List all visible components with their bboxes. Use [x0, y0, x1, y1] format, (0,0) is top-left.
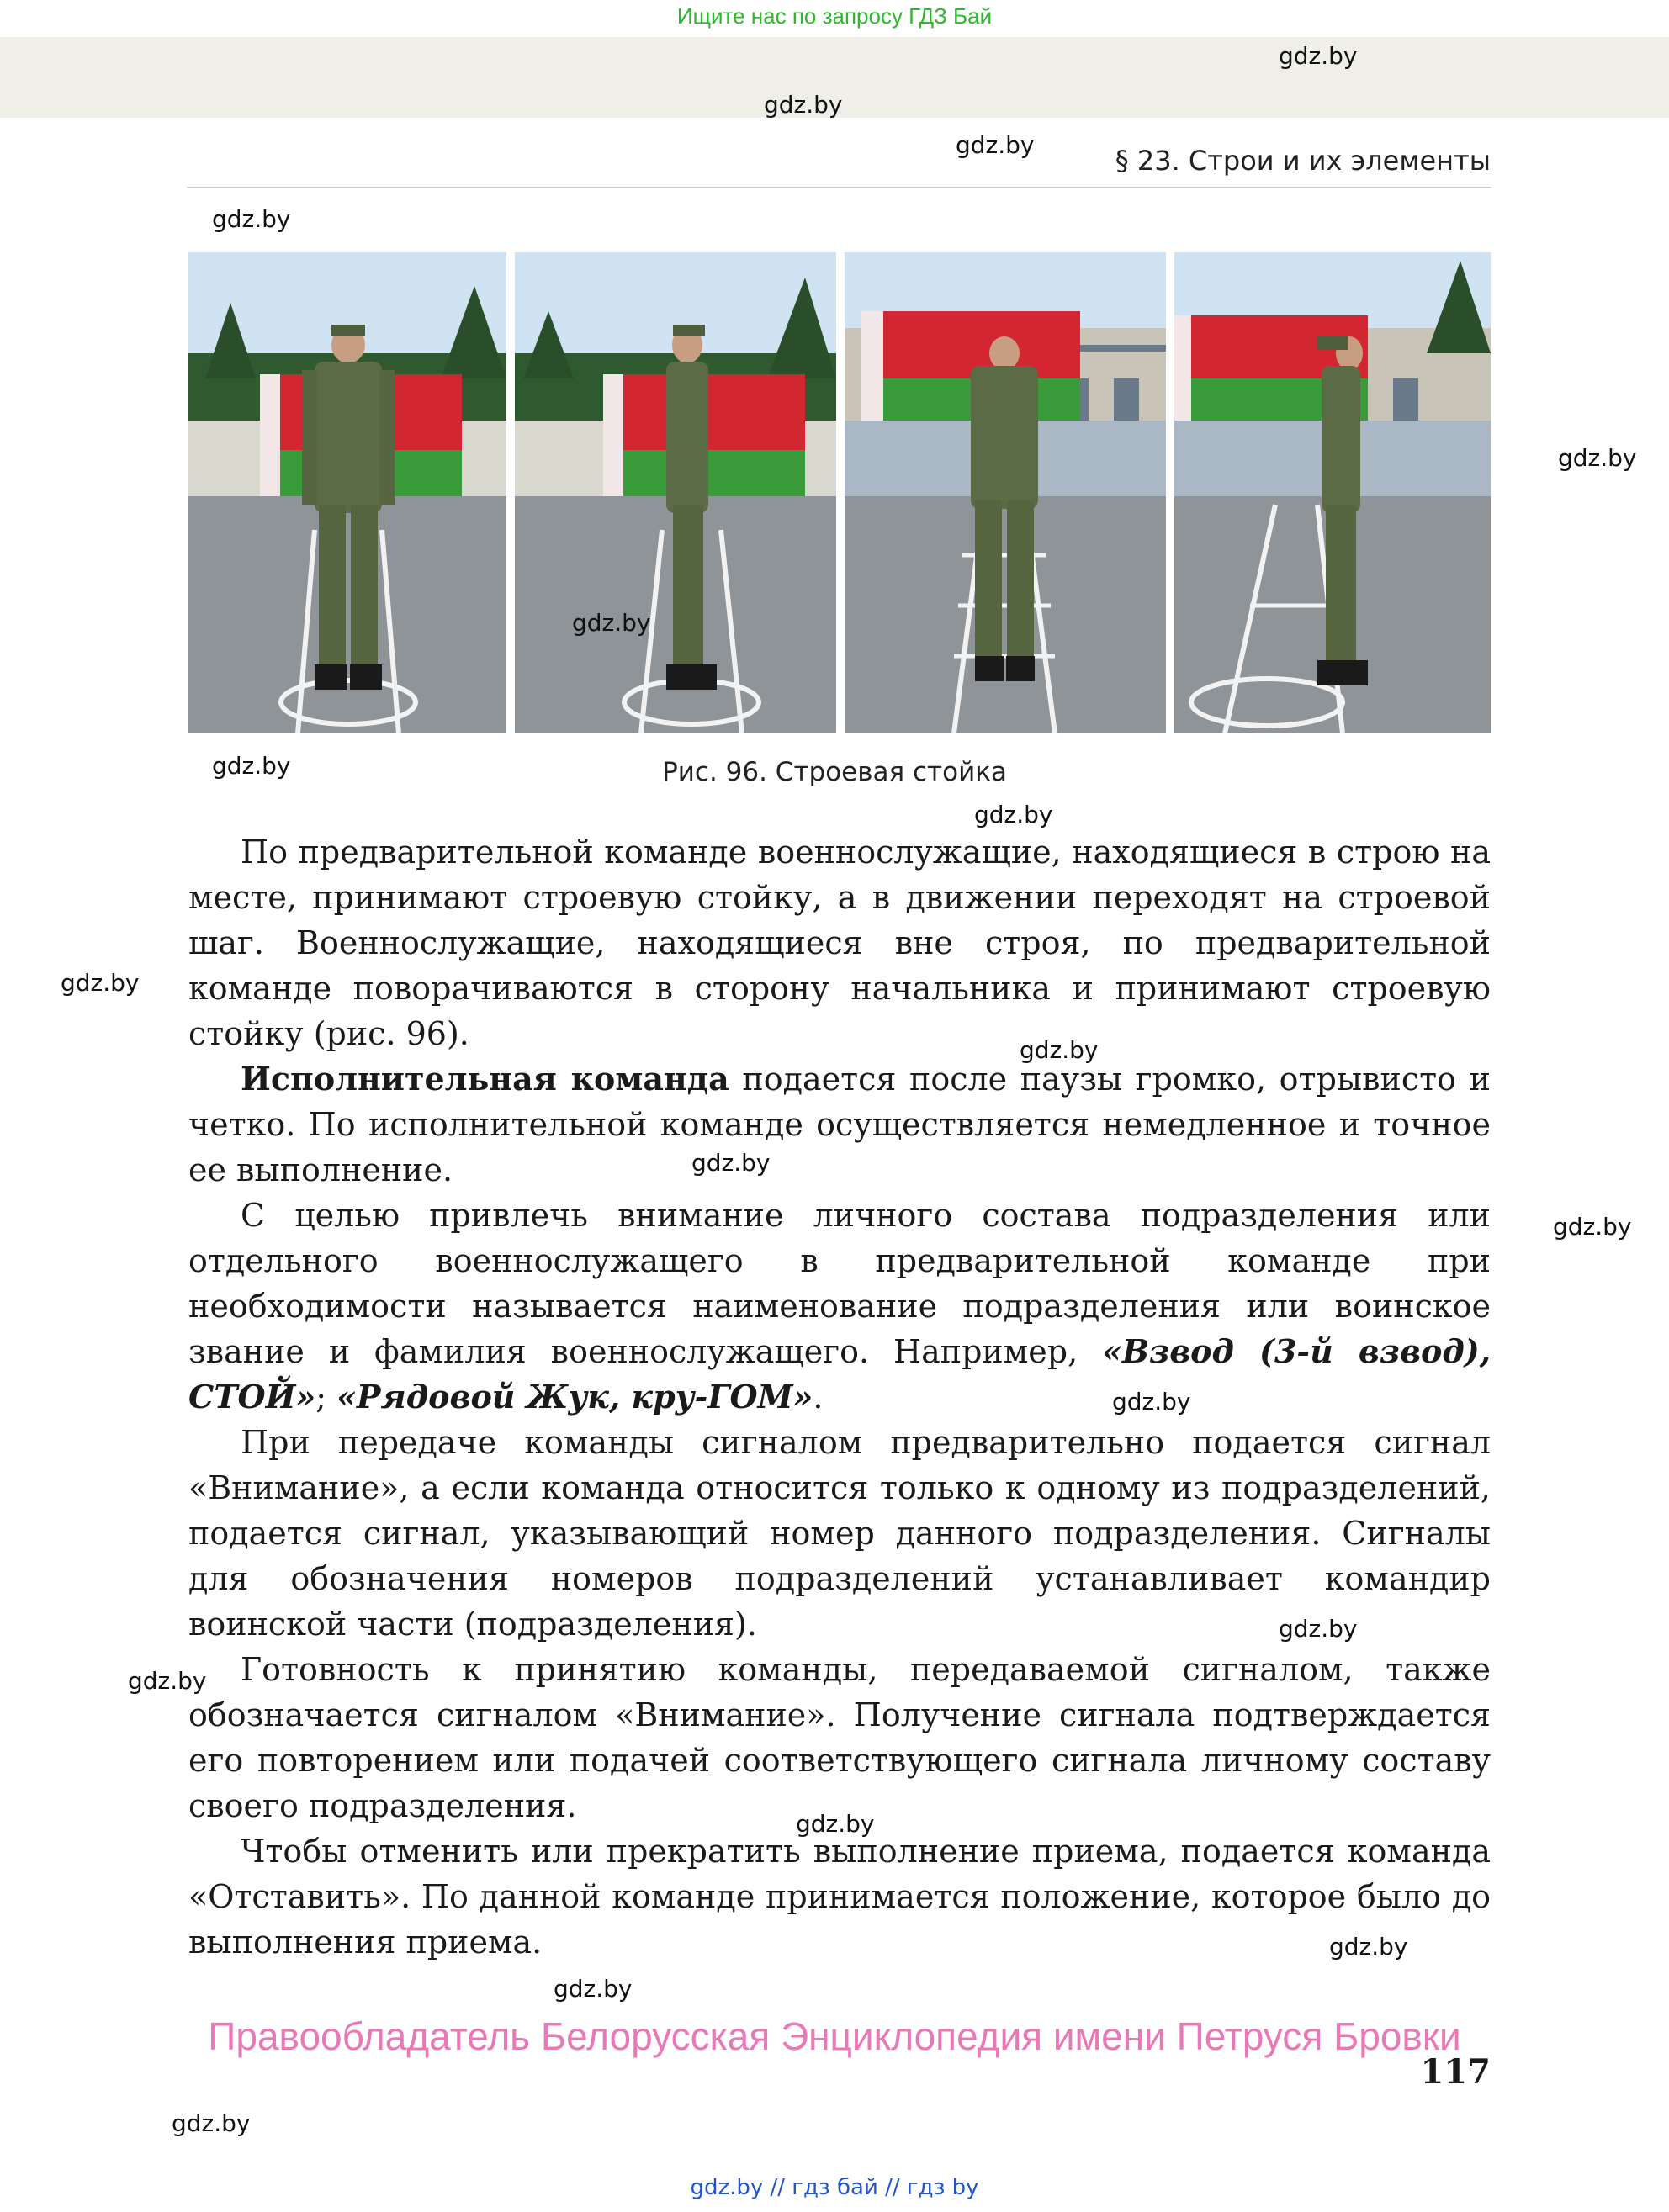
- body-text: [188, 829, 1491, 1965]
- watermark: gdz.by: [1329, 1933, 1408, 1961]
- section-header: § 23. Строи и их элементы: [1115, 145, 1491, 177]
- paragraph: [188, 1056, 1491, 1193]
- command-example: «Рядовой Жук, кру-ГОМ»: [336, 1378, 813, 1416]
- paragraph: Готовность к принятию команды, передаваемой сигналом, также обозначается сигналом «Внимание». Получение сигнала подтверждается его повторением или подачей соответствующего сигнала личному составу своего подразделения.: [188, 1651, 1491, 1824]
- watermark: gdz.by: [61, 969, 140, 997]
- watermark: gdz.by: [1020, 1036, 1099, 1064]
- copyright-notice: Правообладатель Белорусская Энциклопедия имени Петруся Бровки: [208, 2014, 1461, 2058]
- paragraph: При передаче команды сигналом предварительно подается сигнал «Внимание», а если команда относится только к одному из подразделений, подается сигнал, указывающий номер данного подразделения. Сигналы для обозначения номеров подразделений устанавливает командир воинской части (подразделения).: [188, 1424, 1491, 1643]
- paragraph: [188, 1193, 1491, 1420]
- watermark: gdz.by: [128, 1667, 207, 1695]
- photo-side-view: [515, 252, 836, 733]
- watermark: gdz.by: [1279, 1615, 1358, 1643]
- photo-back-view: [845, 252, 1166, 733]
- page-number: 117: [1420, 2052, 1491, 2092]
- top-note: Ищите нас по запросу ГДЗ Бай: [676, 3, 993, 29]
- command-example: «Взвод (3-й взвод), СТОЙ»: [188, 1332, 1492, 1416]
- watermark: gdz.by: [796, 1810, 875, 1838]
- watermark: gdz.by: [172, 2109, 251, 2137]
- paragraph-text: ;: [315, 1379, 337, 1416]
- watermark: gdz.by: [764, 91, 843, 119]
- figure-caption: Рис. 96. Строевая стойка: [662, 757, 1007, 787]
- footer-links[interactable]: gdz.by // гдз бай // гдз by: [690, 2175, 979, 2200]
- watermark: gdz.by: [212, 205, 291, 233]
- watermark: gdz.by: [554, 1975, 633, 2003]
- watermark: gdz.by: [1558, 444, 1637, 472]
- photo-front-view: [188, 252, 506, 733]
- term-bold: Исполнительная команда: [241, 1060, 729, 1098]
- paragraph-text: С целью привлечь внимание личного состава подразделения или отдельного военнослужащего в предварительной команде при необходимости называется наименование подразделения или воинское звание и фамилия военнослужащего. Например,: [188, 1197, 1491, 1370]
- paragraph: Чтобы отменить или прекратить выполнение приема, подается команда «Отставить». По данной команде принимается положение, которое было до выполнения приема.: [188, 1833, 1491, 1961]
- paragraph: По предварительной команде военнослужащие, находящиеся в строю на месте, принимают строевую стойку, а в движении переходят на строевой шаг. Военнослужащие, находящиеся вне строя, по предварительной команде поворачиваются в сторону начальника и принимают строевую стойку (рис. 96).: [188, 833, 1491, 1052]
- watermark: gdz.by: [956, 131, 1035, 159]
- paragraph-text: .: [813, 1379, 824, 1416]
- watermark: gdz.by: [1553, 1213, 1632, 1241]
- watermark: gdz.by: [691, 1149, 771, 1177]
- paragraph-text: подается после паузы громко, отрывисто и четко. По исполнительной команде осуществляется немедленное и точное ее выполнение.: [188, 1061, 1491, 1188]
- watermark: gdz.by: [212, 752, 291, 780]
- watermark: gdz.by: [572, 609, 651, 637]
- watermark: gdz.by: [1279, 42, 1358, 70]
- photo-side-view-right: [1174, 252, 1491, 733]
- watermark: gdz.by: [1112, 1388, 1191, 1416]
- header-divider: [187, 187, 1491, 188]
- watermark: gdz.by: [974, 801, 1053, 828]
